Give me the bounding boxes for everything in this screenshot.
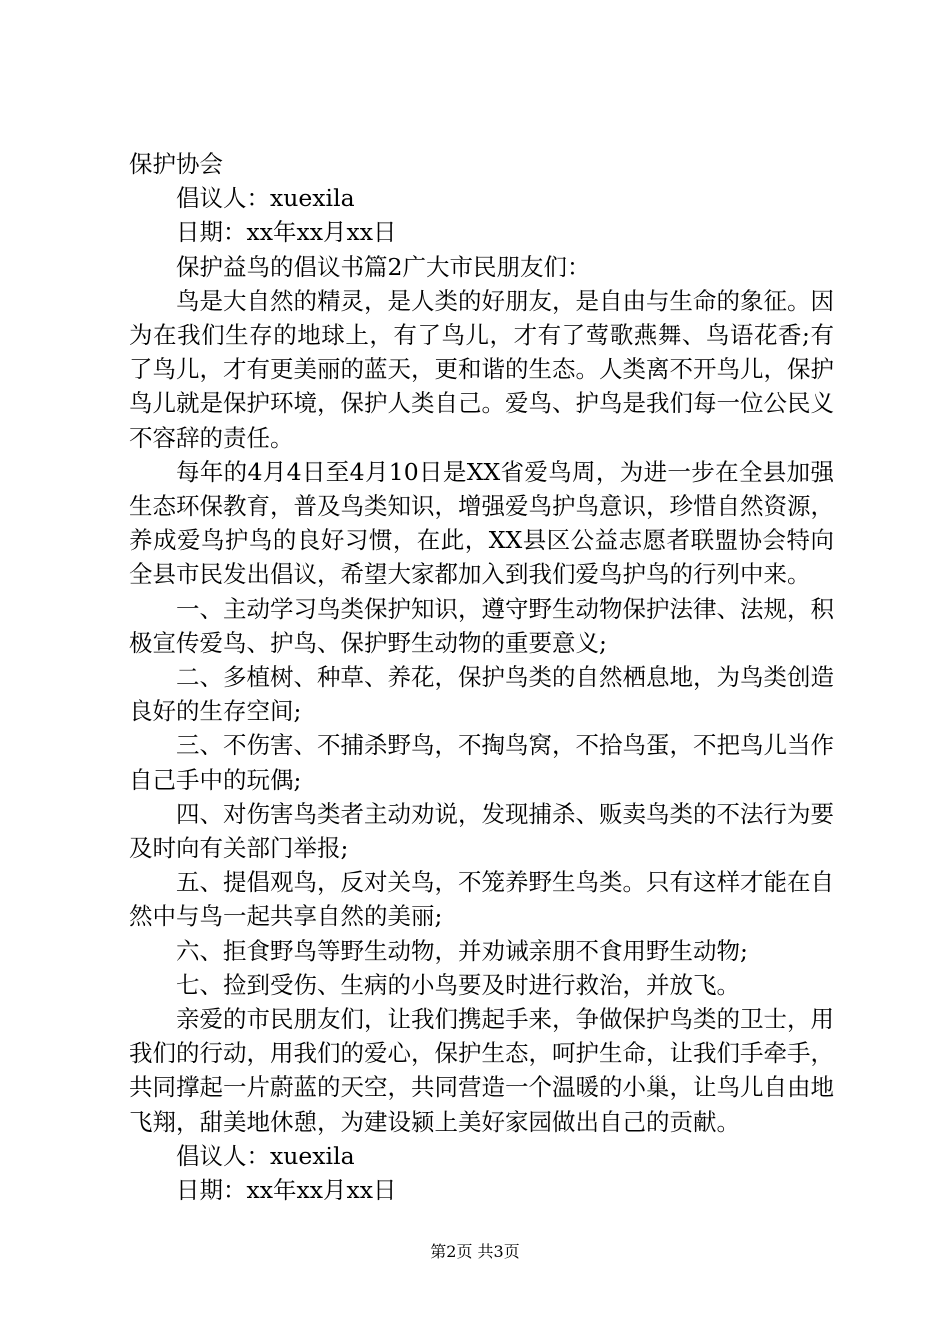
paragraph: 五、提倡观鸟，反对关鸟，不笼养野生鸟类。只有这样才能在自然中与鸟一起共享自然的美丽; <box>129 868 834 931</box>
paragraph: 七、捡到受伤、生病的小鸟要及时进行救治，并放飞。 <box>176 970 740 999</box>
paragraph: 二、多植树、种草、养花，保护鸟类的自然栖息地，为鸟类创造良好的生存空间; <box>129 663 834 726</box>
paragraph: 日期：xx年xx月xx日 <box>176 1176 397 1205</box>
paragraph: 保护协会 <box>129 150 223 178</box>
document-body <box>129 147 834 1207</box>
paragraph: 每年的4月4日至4月10日是XX省爱鸟周，为进一步在全县加强生态环保教育，普及鸟类知识，增强爱鸟护鸟意识，珍惜自然资源，养成爱鸟护鸟的良好习惯，在此，XX县区公益志愿者联盟协会特向全县市民发出倡议，希望大家都加入到我们爱鸟护鸟的行列中来。 <box>129 457 834 589</box>
paragraph: 倡议人：xuexila <box>176 1141 355 1170</box>
paragraph: 鸟是大自然的精灵，是人类的好朋友，是自由与生命的象征。因为在我们生存的地球上，有了鸟儿，才有了莺歌燕舞、鸟语花香;有了鸟儿，才有更美丽的蓝天，更和谐的生态。人类离不开鸟儿，保护鸟儿就是保护环境，保护人类自己。爱鸟、护鸟是我们每一位公民义不容辞的责任。 <box>129 286 834 452</box>
paragraph: 三、不伤害、不捕杀野鸟，不掏鸟窝，不拾鸟蛋，不把鸟儿当作自己手中的玩偶; <box>129 731 834 794</box>
paragraph: 保护益鸟的倡议书篇2广大市民朋友们： <box>176 252 591 281</box>
page-number-label: 第2页 共3页 <box>430 1242 520 1261</box>
paragraph: 六、拒食野鸟等野生动物，并劝诫亲朋不食用野生动物; <box>176 936 748 965</box>
paragraph: 日期：xx年xx月xx日 <box>176 218 397 247</box>
page-footer <box>0 1242 950 1262</box>
paragraph: 一、主动学习鸟类保护知识，遵守野生动物保护法律、法规，积极宣传爱鸟、护鸟、保护野生动物的重要意义; <box>129 594 834 657</box>
paragraph: 亲爱的市民朋友们，让我们携起手来，争做保护鸟类的卫士，用我们的行动，用我们的爱心，保护生态，呵护生命，让我们手牵手，共同撑起一片蔚蓝的天空，共同营造一个温暖的小巢，让鸟儿自由地飞翔，甜美地休憩，为建设颍上美好家园做出自己的贡献。 <box>129 1005 834 1136</box>
paragraph: 四、对伤害鸟类者主动劝说，发现捕杀、贩卖鸟类的不法行为要及时向有关部门举报; <box>129 799 834 863</box>
paragraph: 倡议人：xuexila <box>176 184 355 213</box>
